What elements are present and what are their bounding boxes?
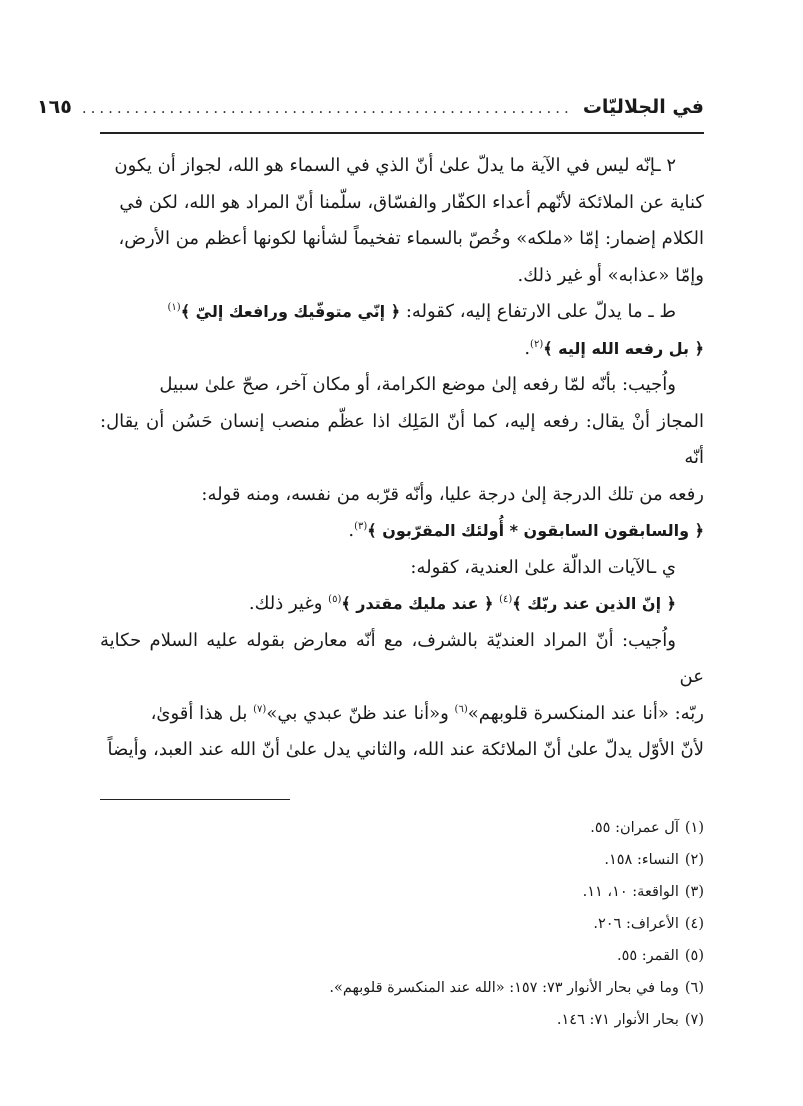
footnote-number: (٤) [684, 915, 704, 932]
footnote-number: (٦) [684, 979, 704, 996]
footnote-ref: (٧) [253, 703, 267, 715]
paragraph-line [100, 331, 704, 368]
page-number: ١٦٥ [37, 96, 72, 118]
paragraph-line: كناية عن الملائكة لأنّهم أعداء الكفّار والفسّاق، سلّمنا أنّ المراد هو الله، لكن في [119, 191, 704, 213]
paragraph-line: الكلام إضمار: إمّا «ملكه» وخُصّ بالسماء تفخيماً لشأنها لكونها أعظم من الأرض، [118, 228, 704, 249]
footnote-item [100, 940, 704, 972]
text-segment: ربّه: «أنا عند المنكسرة قلوبهم» [467, 702, 704, 724]
quran-verse: ﴿ إنّ الذين عند ربّك ﴾ [512, 594, 676, 613]
running-title: في الجلاليّات [582, 96, 704, 118]
paragraph-line: ي ـالآيات الدالّة علىٰ العندية، كقوله: [410, 556, 676, 578]
text-segment: بل هذا أقوىٰ، [150, 702, 254, 724]
leader-dots: ........................................................ [81, 99, 573, 117]
footnote-number: (٢) [684, 851, 704, 868]
footnote-ref: (٢) [530, 338, 544, 350]
footnote-number: (٣) [684, 883, 704, 900]
footnote-ref: (٣) [354, 521, 368, 532]
footnote-number: (٥) [684, 947, 704, 964]
punctuation: . [348, 520, 355, 541]
quran-verse: ﴿ عند مليك مقتدر ﴾ [341, 594, 494, 613]
section-lead: ط ـ ما يدلّ على الارتفاع إليه، كقوله: [405, 301, 676, 322]
footnote-ref: (٤) [499, 594, 513, 605]
footnote-item [100, 844, 704, 876]
quran-verse: ﴿ إنّي متوفّيك ورافعك إليّ ﴾ [180, 302, 401, 321]
footnote-text: النساء: ١٥٨. [604, 851, 679, 868]
footnote-ref: (١) [167, 302, 181, 313]
footnote-item [100, 876, 704, 908]
footnote-number: (١) [684, 819, 704, 836]
paragraph-line [100, 513, 704, 550]
paragraph-line [100, 294, 704, 331]
paragraph-line: رفعه من تلك الدرجة إلىٰ درجة عليا، وأنّه قرّبه من نفسه، ومنه قوله: [201, 483, 704, 505]
paragraph-line: ٢ ـإنّه ليس في الآية ما يدلّ علىٰ أنّ الذي في السماء هو الله، لجواز أن يكون [114, 155, 676, 176]
paragraph-line: وإمّا «عذابه» أو غير ذلك. [517, 264, 704, 286]
separator-line [100, 799, 290, 800]
paragraph-line: واُجيب: أنّ المراد العنديّة بالشرف، مع أنّه معارض بقوله عليه السلام حكاية عن [100, 629, 704, 687]
footnote-text: وما في بحار الأنوار ٧٣: ١٥٧: «الله عند المنكسرة قلوبهم». [329, 979, 679, 996]
footnote-separator [100, 799, 704, 800]
paragraph-line [100, 586, 704, 623]
punctuation: . [524, 337, 531, 359]
footnote-text: آل عمران: ٥٥. [590, 819, 679, 836]
footnote-text: بحار الأنوار ٧١: ١٤٦. [556, 1011, 679, 1028]
quran-verse: ﴿ والسابقون السابقون * أُولئك المقرّبون ﴾ [367, 521, 704, 540]
footnote-number: (٧) [684, 1011, 704, 1028]
paragraph-line: لأنّ الأوّل يدلّ علىٰ أنّ الملائكة عند الله، والثاني يدل علىٰ أنّ الله عند العبد، وأيضاً [107, 739, 704, 760]
footnote-text: الأعراف: ٢٠٦. [593, 915, 679, 932]
footnote-ref: (٦) [454, 703, 468, 715]
footnote-ref: (٥) [328, 594, 342, 605]
paragraph-line: واُجيب: بأنّه لمّا رفعه إلىٰ موضع الكرامة، أو مكان آخر، صحّ علىٰ سبيل [159, 374, 676, 395]
footnotes [100, 812, 704, 1036]
running-header [37, 96, 704, 134]
footnote-item [100, 908, 704, 940]
book-page [37, 96, 704, 1036]
footnote-item [100, 812, 704, 844]
footnote-text: الواقعة: ١٠، ١١. [582, 883, 679, 900]
quran-verse: ﴿ بل رفعه الله إليه ﴾ [543, 338, 704, 358]
footnote-item [100, 972, 704, 1004]
main-text [100, 148, 704, 769]
paragraph-line [100, 696, 704, 733]
paragraph-line: المجاز أنْ يقال: رفعه إليه، كما أنّ المَلِك اذا عظّم منصب إنسان حَسُن أن يقال: أنّه [100, 410, 704, 468]
footnote-text: القمر: ٥٥. [617, 947, 679, 964]
footnote-item [100, 1004, 704, 1036]
trailing-text: وغير ذلك. [248, 593, 329, 614]
text-segment: و«أنا عند ظنّ عبدي بي» [266, 702, 455, 724]
